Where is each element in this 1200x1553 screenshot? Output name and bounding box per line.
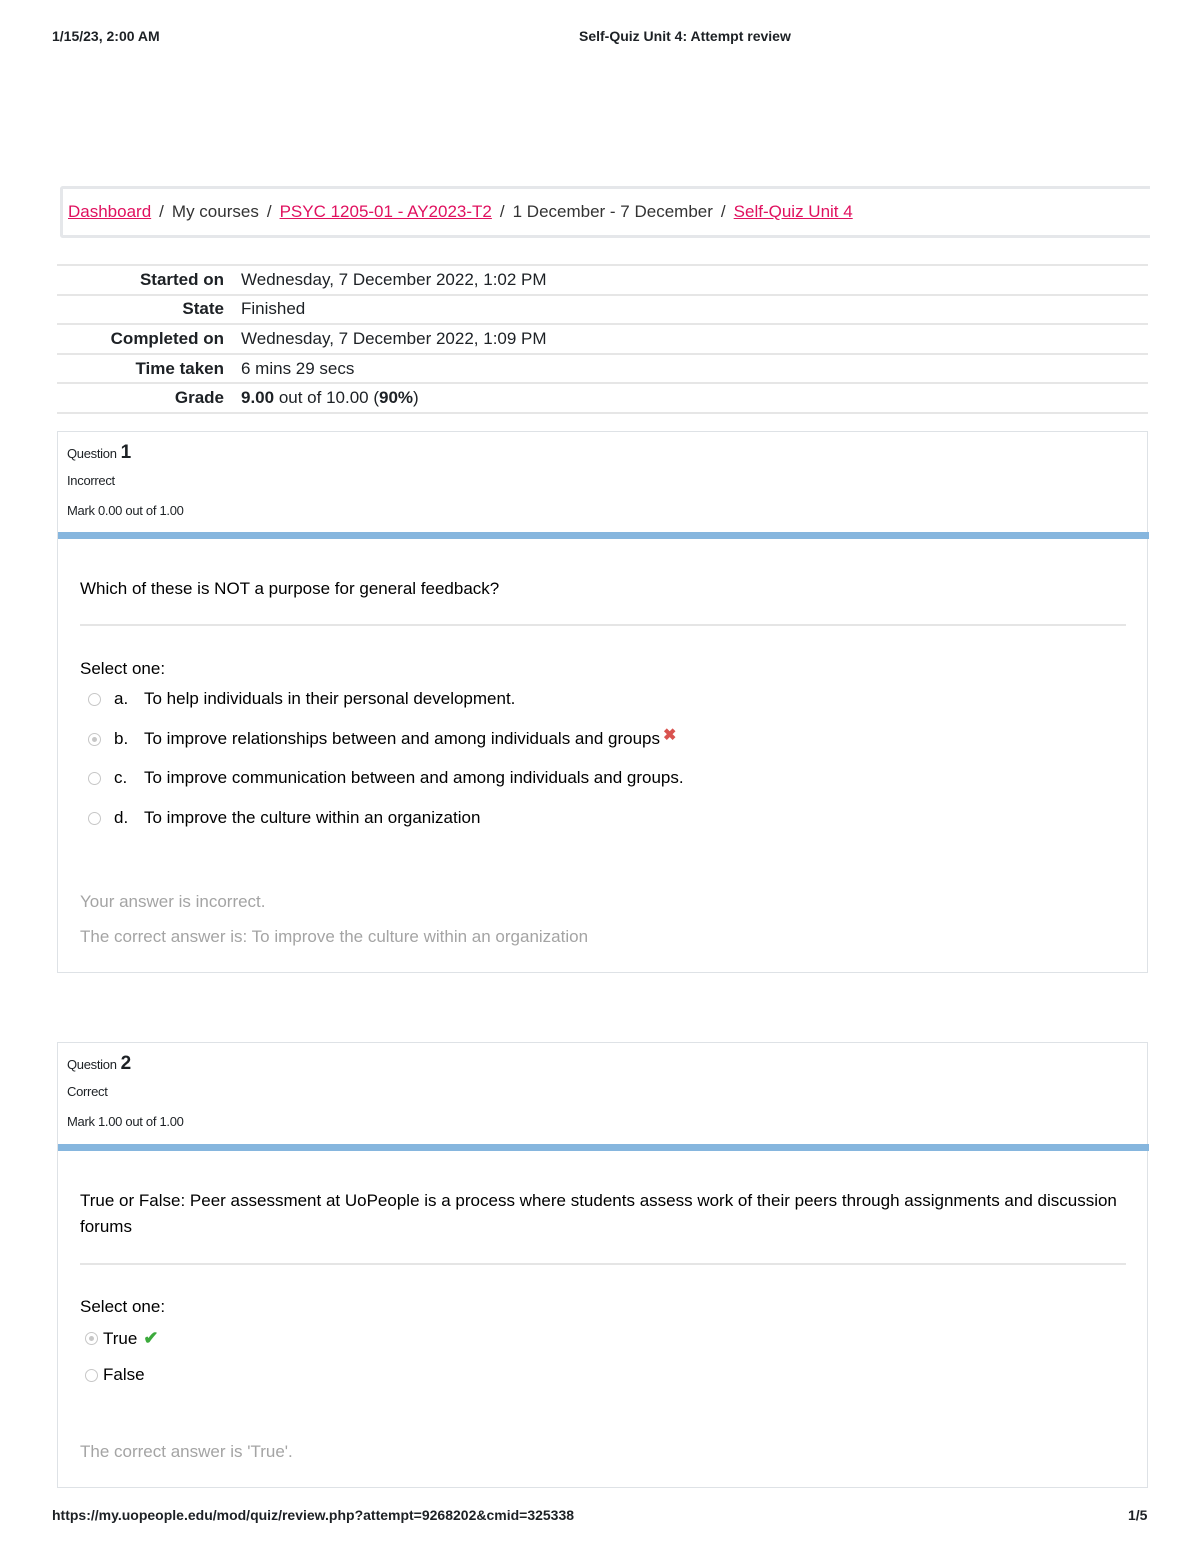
option-text: To help individuals in their personal development. (144, 689, 516, 708)
question-label: Question (67, 1057, 117, 1072)
question-info (58, 1043, 1147, 1137)
radio-button-selected[interactable] (85, 1332, 98, 1345)
option-text: To improve relationships between and among individuals and groups (144, 729, 660, 748)
grade-out-of: out of 10.00 ( (278, 388, 380, 408)
radio-button-selected[interactable] (88, 733, 101, 746)
print-page-title: Self-Quiz Unit 4: Attempt review (579, 28, 791, 44)
grade-label: Grade (174, 388, 224, 408)
question-2 (57, 1042, 1148, 1488)
started-label: Started on (139, 269, 224, 289)
breadcrumb-quiz-link[interactable]: Self-Quiz Unit 4 (733, 202, 853, 221)
time-taken-label: Time taken (135, 358, 224, 378)
answer-option-d[interactable] (88, 808, 480, 828)
option-letter: c. (114, 768, 128, 787)
question-number (67, 442, 1138, 466)
radio-button[interactable] (85, 1369, 98, 1382)
answer-option-false[interactable] (85, 1365, 145, 1385)
grade-value (224, 388, 419, 408)
print-url: https://my.uopeople.edu/mod/quiz/review.php?attempt=9268202&cmid=325338 (52, 1507, 575, 1523)
breadcrumb-my-courses: My courses (171, 202, 259, 221)
answer-option-b[interactable] (88, 729, 676, 749)
breadcrumb-week: 1 December - 7 December (512, 202, 713, 221)
radio-button[interactable] (88, 812, 101, 825)
completed-label: Completed on (110, 328, 224, 348)
breadcrumb (60, 186, 1150, 238)
question-content (58, 1144, 1149, 1424)
print-datetime: 1/15/23, 2:00 AM (52, 28, 160, 44)
time-taken-value: 6 mins 29 secs (241, 358, 355, 378)
question-divider (80, 624, 1126, 626)
print-header (0, 28, 1200, 48)
breadcrumb-separator: / (499, 202, 505, 221)
breadcrumb-separator: / (266, 202, 272, 221)
summary-row-state (57, 296, 1148, 326)
question-divider (80, 1263, 1126, 1265)
option-text: True (103, 1328, 138, 1348)
summary-row-time (57, 355, 1148, 385)
answer-option-true[interactable] (85, 1328, 158, 1349)
breadcrumb-separator: / (159, 202, 164, 221)
summary-row-completed (57, 325, 1148, 355)
option-letter: d. (114, 808, 129, 827)
question-content (58, 532, 1149, 872)
answer-option-a[interactable] (88, 689, 515, 709)
radio-button[interactable] (88, 693, 101, 706)
option-text: To improve communication between and among individuals and groups. (144, 768, 684, 787)
option-letter: a. (114, 689, 129, 708)
grade-close: ) (413, 388, 419, 408)
summary-row-started (57, 266, 1148, 296)
option-letter: b. (114, 729, 129, 748)
question-text: Which of these is NOT a purpose for general feedback? (80, 579, 500, 598)
grade-score: 9.00 (241, 388, 275, 408)
started-value: Wednesday, 7 December 2022, 1:02 PM (241, 269, 547, 289)
breadcrumb-separator: / (720, 202, 726, 221)
select-one-label: Select one: (80, 659, 166, 678)
question-1 (57, 431, 1148, 973)
question-number-value: 2 (120, 1053, 131, 1074)
radio-button[interactable] (88, 772, 101, 785)
question-info (58, 432, 1147, 526)
grade-percent: 90% (379, 388, 414, 408)
print-footer (0, 1507, 1200, 1527)
option-text: To improve the culture within an organization (144, 808, 481, 827)
question-mark: Mark 1.00 out of 1.00 (67, 1114, 184, 1129)
check-icon: ✔ (143, 1328, 159, 1348)
option-text: False (103, 1365, 145, 1384)
print-page-number: 1/5 (1128, 1507, 1148, 1523)
feedback-correct-answer: The correct answer is: To improve the culture within an organization (80, 927, 589, 946)
attempt-summary-table (57, 264, 1148, 414)
select-one-label: Select one: (80, 1297, 166, 1316)
question-number-value: 1 (120, 442, 131, 463)
question-label: Question (67, 446, 117, 461)
feedback-incorrect: Your answer is incorrect. (80, 892, 266, 911)
question-state: Correct (67, 1084, 108, 1099)
question-text: True or False: Peer assessment at UoPeople is a process where students assess work of their peers through assignments and discussion forums (80, 1191, 1117, 1236)
feedback-correct-answer: The correct answer is 'True'. (80, 1442, 293, 1461)
question-mark: Mark 0.00 out of 1.00 (67, 503, 184, 518)
state-label: State (182, 299, 224, 319)
breadcrumb-course-link[interactable]: PSYC 1205-01 - AY2023-T2 (279, 202, 492, 221)
state-value: Finished (241, 299, 306, 319)
question-state: Incorrect (67, 473, 115, 488)
breadcrumb-dashboard-link[interactable]: Dashboard (68, 202, 152, 221)
cross-icon: ✖ (663, 727, 677, 744)
completed-value: Wednesday, 7 December 2022, 1:09 PM (241, 328, 547, 348)
summary-row-grade (57, 384, 1148, 414)
question-number (67, 1053, 1138, 1077)
answer-option-c[interactable] (88, 768, 684, 788)
